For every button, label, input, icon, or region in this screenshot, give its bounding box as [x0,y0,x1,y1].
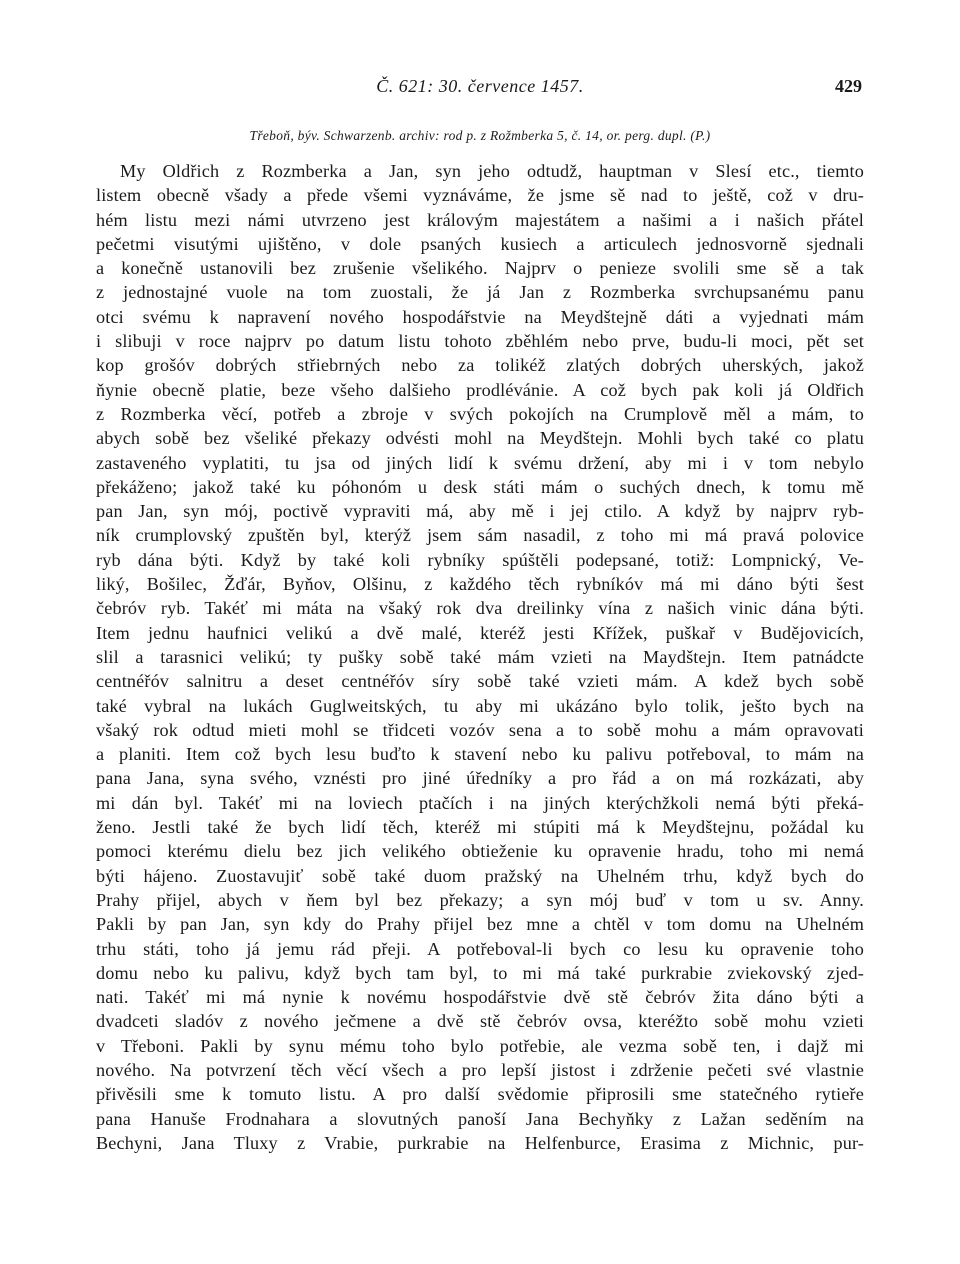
text-line: Bechyni, Jana Tluxy z Vrabie, purkrabie na Helfenburce, Erasima z Michnic, pur- [96,1132,864,1153]
text-line: ník crumplovský zpuštěn byl, kterýž jsem sám nasadil, z toho mi má pravá polovice [96,525,864,546]
text-line: čebróv ryb. Takéť mi máta na všaký rok dva dreilinky vína z našich vinic dána býti. [96,598,864,619]
text-line: pan Jan, syn mój, poctivě vypraviti má, aby mě i jej ctilo. A když by najprv ryb- [96,501,864,522]
text-line: mi dán byl. Takéť mi na loviech ptačích i na jiných kterýchžkoli nemá býti překá- [96,792,864,813]
document-page [96,70,864,1155]
text-line: pana Jana, syna svého, vznésti pro jiné úředníky a pro řád a on má rozkázati, aby [96,768,864,789]
text-line: Item jednu haufnici velikú a dvě malé, kteréž jesti Křížek, puškař v Budějovicích, [96,622,864,643]
text-line: ženo. Jestli také že bych lidí těch, kteréž mi stúpiti má k Meydštejnu, požádal ku [96,817,864,838]
text-line: listem obecně všady a přede všemi vyznáváme, že jsme sě nad to ještě, což v dru- [96,185,864,206]
text-line: My Oldřich z Rozmberka a Jan, syn jeho odtudž, hauptman v Slesí etc., tiemto [120,161,864,181]
text-line: v Třeboni. Pakli by synu mému toho bylo potřebie, ale vezma sobě ten, i dajž mi [96,1035,864,1056]
text-line: ryb dána býti. Když by také koli rybníky spúštěli podepsané, totiž: Lompnický, Ve- [96,549,864,570]
text-line: také vybral na lukách Guglweitských, tu aby mi ukázáno bylo tolik, ješto bych na [96,695,864,716]
text-line: Prahy přijel, abych v ňem byl bez překazy; a syn mój buď v tom u sv. Anny. [96,889,864,910]
text-line: Pakli by pan Jan, syn kdy do Prahy přijel bez mne a chtěl v tom domu na Uhelném [96,914,864,935]
text-line: a planiti. Item což bych lesu buďto k stavení nebo ku palivu potřeboval, to mám na [96,744,864,765]
text-line: pečetmi visutými ujištěno, v dole psaných kusiech a articulech jednosvorně sjednali [96,233,864,254]
text-line: dvadceti sladóv z nového ječmene a dvě stě čebróv ovsa, kteréžto sobě mohu vzieti [96,1011,864,1032]
text-line: otci svému k napravení nového hospodářstvie na Meydštejně dáti a vyjednati mám [96,306,864,327]
archival-source-note: Třeboň, býv. Schwarzenb. archiv: rod p. z Rožmberka 5, č. 14, or. perg. dupl. (P.) [249,128,711,143]
charter-text [96,159,864,1155]
text-line: trhu státi, toho já jemu rád přeji. A potřeboval-li bych co lesu ku opravenie toho [96,938,864,959]
text-line: abych sobě bez všeliké překazy odvésti mohl na Meydštejn. Mohli bych také co platu [96,428,864,449]
text-line: domu nebo ku palivu, když bych tam byl, to mi má také purkrabie zviekovský zjed- [96,962,864,983]
text-line: pomoci kterému dielu bez jich velikého obtieženie ku opravenie hradu, toho mi nemá [96,841,864,862]
page-number: 429 [835,76,862,96]
text-line: ňynie obecně platie, beze všeho dalšieho prodlévánie. A což bych pak koli já Oldřich [96,379,864,400]
text-line: býti hájeno. Zuostavujiť sobě také duom pražský na Uhelném trhu, když bych do [96,865,864,886]
text-line: všaký rok odtud mieti mohl se třidceti vozóv sena a to sobě mohu a mám opravovati [96,719,864,740]
text-line: a konečně ustanovili bez zrušenie všelikého. Najprv o penieze svolili sme sě a tak [96,258,864,279]
text-line: i slibuji v roce najprv po datum listu tohoto zběhlém nebo prve, budu-li moci, pět set [96,331,864,352]
text-line: přivěsili sme k tomuto listu. A pro další svědomie připrosili sme statečného rytieře [96,1084,864,1105]
text-line: pana Hanuše Frodnahara a slovutných panoší Jana Bechyňky z Lažan seděním na [96,1108,864,1129]
text-line: zastaveného vyplatiti, tu jsa od jiných lidí k svému držení, aby mi i v tom nebylo [96,452,864,473]
text-line: nati. Takéť mi má nynie k novému hospodářstvie dvě stě čebróv žita dáno býti a [96,987,864,1008]
text-line: liký, Bošilec, Žďár, Byňov, Olšinu, z každého těch rybníkóv má mi dáno býti šest [96,574,864,595]
text-line: hém listu mezi námi utvrzeno jest královým majestátem a našimi a i našich přátel [96,209,864,230]
text-line: slil a tarasnici velikú; ty pušky sobě také mám vzieti na Maydštejn. Item patnádcte [96,646,864,667]
text-line: překáženo; jakož také ku póhonóm u desk státi mám o suchých dnech, k tomu mě [96,476,864,497]
running-header [96,70,864,106]
text-line: z Rozmberka věcí, potřeb a zbroje v svých pokojích na Crumplově měl a mám, to [96,403,864,424]
text-line: nového. Na potvrzení těch věcí všech a pro lepší jistost i zdrženie pečeti své vlastnie [96,1059,864,1080]
text-line: kop grošóv dobrých střiebrných nebo za tolikéž zlatých dobrých uherských, jakož [96,355,864,376]
document-title: Č. 621: 30. července 1457. [376,76,584,96]
text-line: centnéřóv salnitru a deset centnéřóv síry sobě také vzieti mám. A kdež bych sobě [96,671,864,692]
text-line: z jednostajné vuole na tom zuostali, že já Jan z Rozmberka svrchupsanému panu [96,282,864,303]
